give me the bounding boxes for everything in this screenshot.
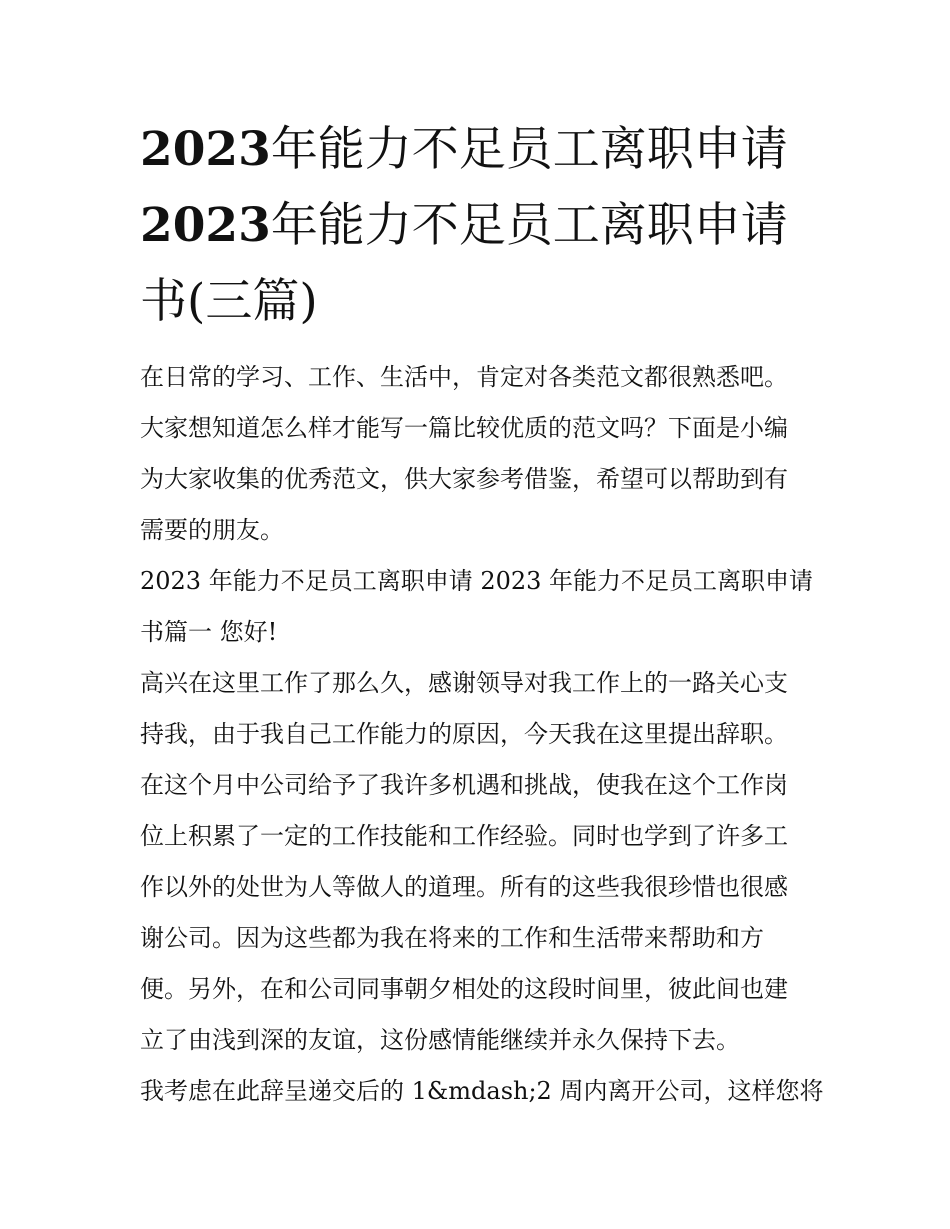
title-line (140, 112, 830, 188)
title-text: 书(三篇) (140, 274, 318, 329)
text-line: 为大家收集的优秀范文，供大家参考借鉴，希望可以帮助到有 (140, 465, 788, 493)
document-page (140, 112, 830, 1117)
text-line: 我考虑在此辞呈递交后的 1&mdash;2 周内离开公司，这样您将 (140, 1077, 824, 1105)
text-line: 立了由浅到深的友谊，这份感情能继续并永久保持下去。 (140, 1026, 740, 1054)
text-line: 便。另外，在和公司同事朝夕相处的这段时间里，彼此间也建 (140, 975, 788, 1003)
text-line: 书篇一 您好! (140, 618, 278, 646)
text-line: 谢公司。因为这些都为我在将来的工作和生活带来帮助和方 (140, 924, 764, 952)
title-year: 2023 (140, 122, 271, 177)
text-line: 在日常的学习、工作、生活中，肯定对各类范文都很熟悉吧。 (140, 363, 788, 391)
title-text: 年能力不足员工离职申请 (270, 198, 788, 253)
title-year: 2023 (140, 198, 271, 253)
title-line (140, 188, 830, 264)
text-line: 需要的朋友。 (140, 516, 284, 544)
text-line: 大家想知道怎么样才能写一篇比较优质的范文吗？下面是小编 (140, 414, 788, 442)
body-paragraph (140, 1066, 830, 1117)
title-text: 年能力不足员工离职申请 (270, 122, 788, 177)
text-line: 在这个月中公司给予了我许多机遇和挑战，使我在这个工作岗 (140, 771, 788, 799)
document-title (140, 112, 830, 340)
intro-paragraph (140, 352, 830, 556)
text-line: 高兴在这里工作了那么久，感谢领导对我工作上的一路关心支 (140, 669, 788, 697)
text-line: 作以外的处世为人等做人的道理。所有的这些我很珍惜也很感 (140, 873, 788, 901)
section-heading-paragraph (140, 556, 830, 658)
text-line: 持我，由于我自己工作能力的原因，今天我在这里提出辞职。 (140, 720, 788, 748)
body-paragraph (140, 658, 830, 1066)
document-body (140, 352, 830, 1117)
title-line (140, 264, 830, 340)
text-line: 2023 年能力不足员工离职申请 2023 年能力不足员工离职申请 (140, 567, 814, 595)
text-line: 位上积累了一定的工作技能和工作经验。同时也学到了许多工 (140, 822, 788, 850)
